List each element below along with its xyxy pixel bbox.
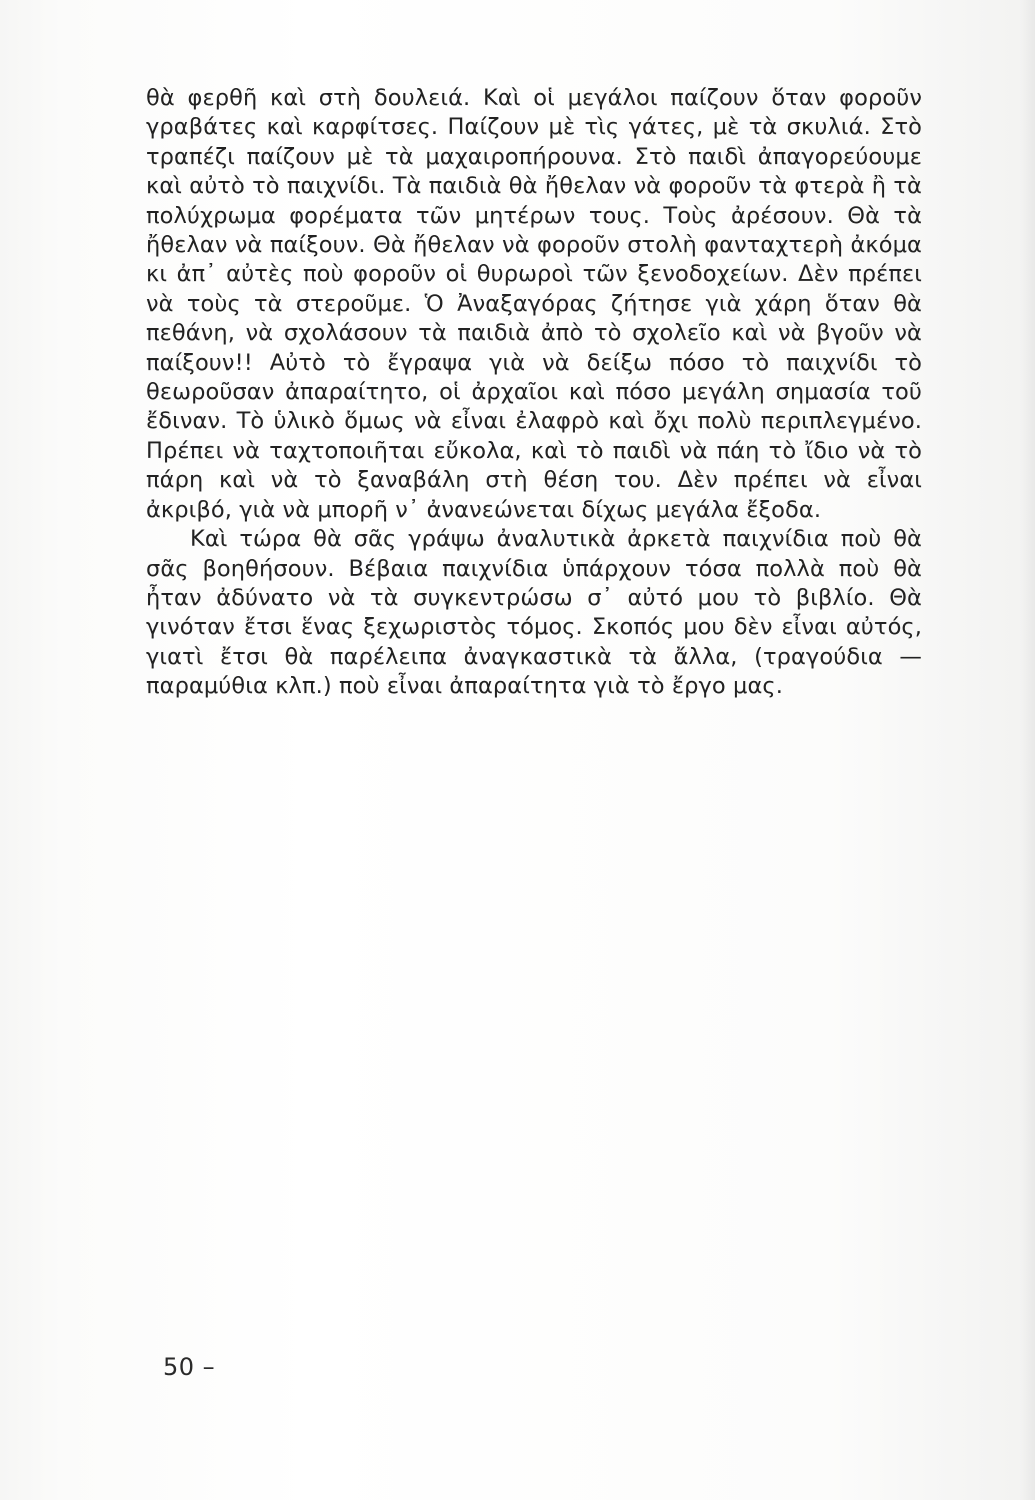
page-edge-shadow — [1021, 0, 1035, 1500]
paragraph-1: θὰ φερθῆ καὶ στὴ δουλειά. Καὶ οἱ μεγάλοι παίζουν ὅταν φοροῦν γραβάτες καὶ καρφίτσες. Παίζουν μὲ τὶς γάτες, μὲ τὰ σκυλιά. Στὸ τραπέζι παίζουν μὲ τὰ μαχαιροπήρουνα. Στὸ παιδὶ ἀπαγορεύουμε καὶ αὐτὸ τὸ παιχνίδι. Τὰ παιδιὰ θὰ ἤθελαν νὰ φοροῦν τὰ φτερὰ ἢ τὰ πολύχρωμα φορέματα τῶν μητέρων τους. Τοὺς ἀρέσουν. Θὰ τὰ ἤθελαν νὰ παίξουν. Θὰ ἤθελαν νὰ φοροῦν στολὴ φανταχτερὴ ἀκόμα κι ἀπ᾿ αὐτὲς ποὺ φοροῦν οἱ θυρωροὶ τῶν ξενοδοχείων. Δὲν πρέπει νὰ τοὺς τὰ στεροῦμε. Ὁ Ἀναξαγόρας ζήτησε γιὰ χάρη ὅταν θὰ πεθάνη, νὰ σχολάσουν τὰ παιδιὰ ἀπὸ τὸ σχολεῖο καὶ νὰ βγοῦν νὰ παίξουν!! Αὐτὸ τὸ ἔγραψα γιὰ νὰ δείξω πόσο τὸ παιχνίδι τὸ θεωροῦσαν ἀπαραίτητο, οἱ ἀρχαῖοι καὶ πόσο μεγάλη σημασία τοῦ ἔδιναν. Τὸ ὑλικὸ ὅμως νὰ εἶναι ἐλαφρὸ καὶ ὄχι πολὺ περιπλεγμένο. Πρέπει νὰ ταχτοποιῆται εὔκολα, καὶ τὸ παιδὶ νὰ πάη τὸ ἴδιο νὰ τὸ πάρη καὶ νὰ τὸ ξαναβάλη στὴ θέση του. Δὲν πρέπει νὰ εἶναι ἀκριβό, γιὰ νὰ μπορῆ ν᾿ ἀνανεώνεται δίχως μεγάλα ἔξοδα. — [146, 85, 922, 523]
page-number: 50 – — [163, 1353, 216, 1381]
body-text — [146, 84, 922, 702]
paragraph-2: Καὶ τώρα θὰ σᾶς γράψω ἀναλυτικὰ ἀρκετὰ παιχνίδια ποὺ θὰ σᾶς βοηθήσουν. Βέβαια παιχνίδια ὑπάρχουν τόσα πολλὰ ποὺ θὰ ἦταν ἀδύνατο νὰ τὰ συγκεντρώσω σ᾿ αὐτό μου τὸ βιβλίο. Θὰ γινόταν ἔτσι ἕνας ξεχωριστὸς τόμος. Σκοπός μου δὲν εἶναι αὐτός, γιατὶ ἔτσι θὰ παρέλειπα ἀναγκαστικὰ τὰ ἄλλα, (τραγούδια — παραμύθια κλπ.) ποὺ εἶναι ἀπαραίτητα γιὰ τὸ ἔργο μας. — [146, 526, 922, 700]
